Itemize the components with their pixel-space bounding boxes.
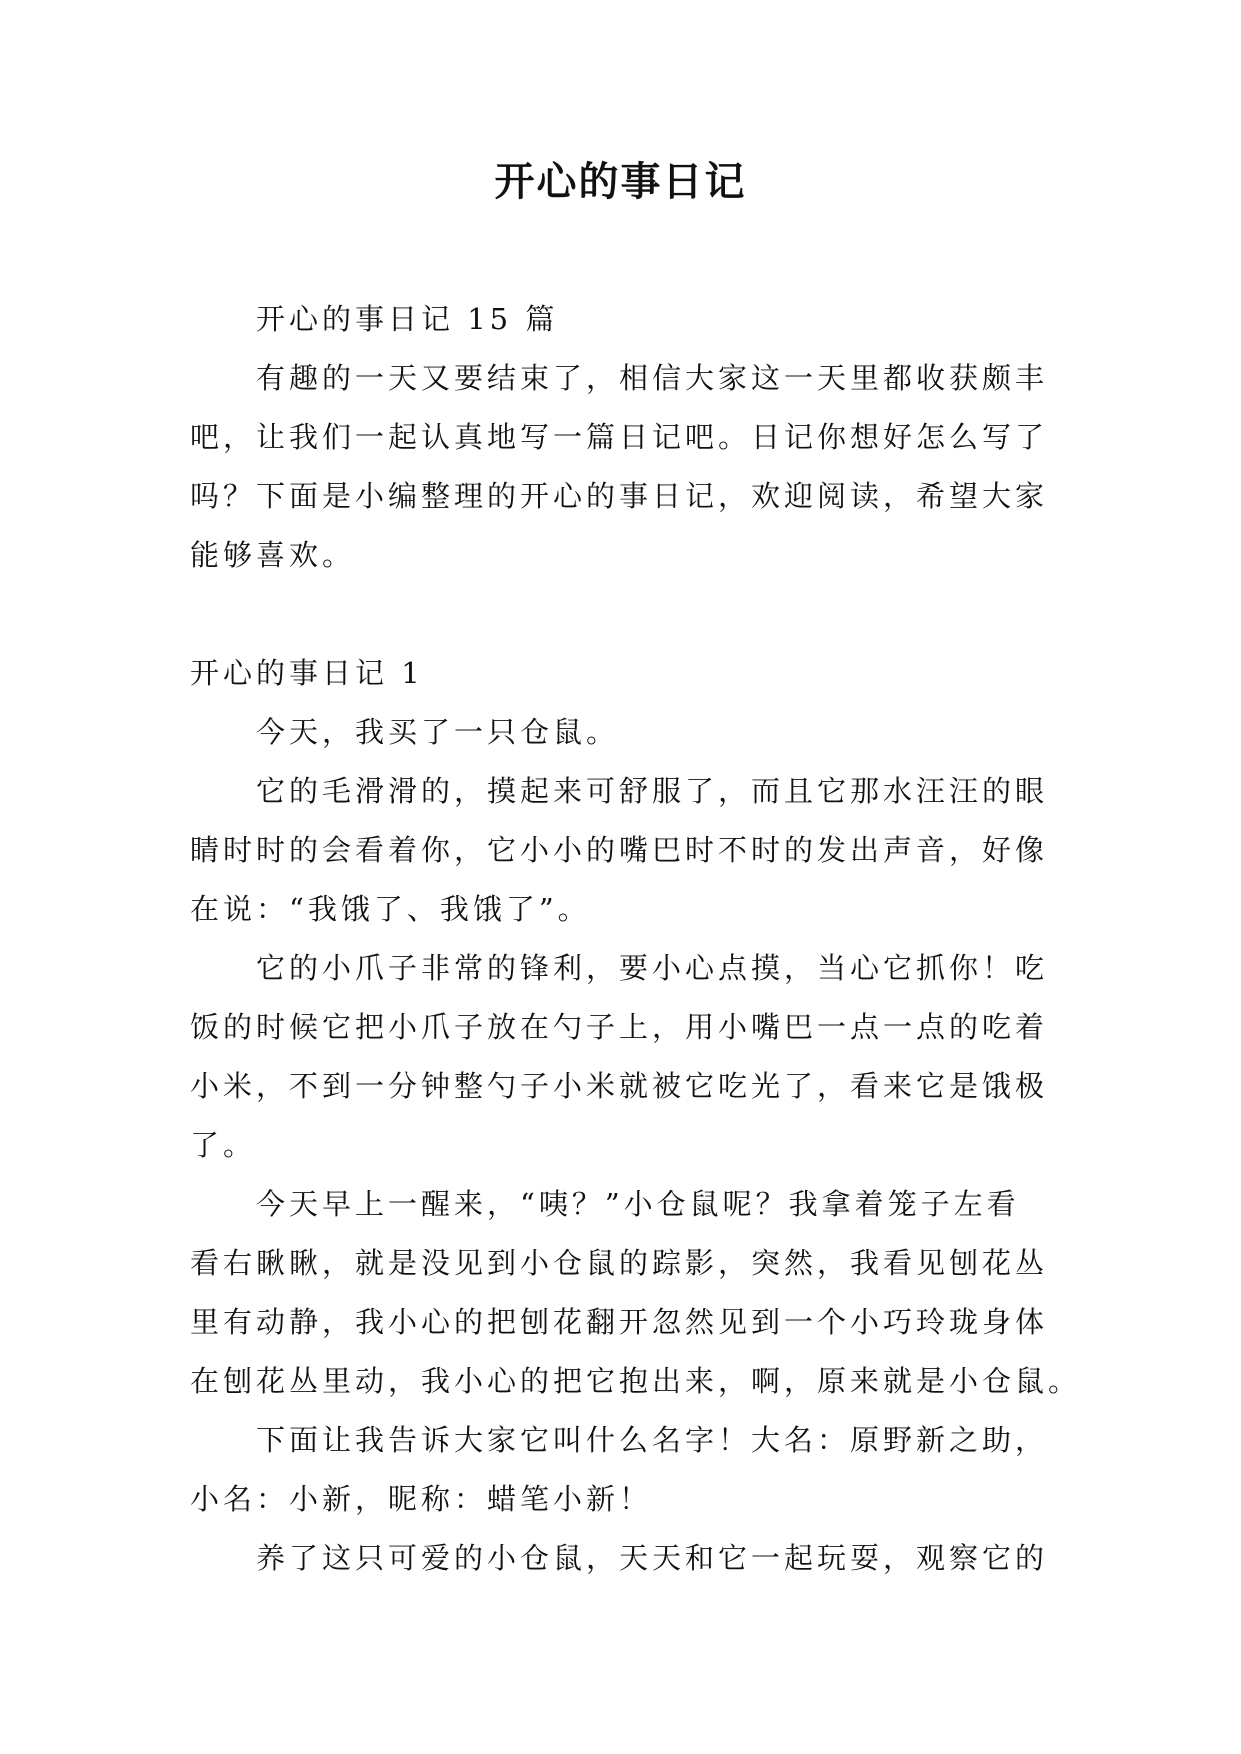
body-line: 它的小爪子非常的锋利，要小心点摸，当心它抓你！吃	[256, 951, 1049, 985]
intro-line: 有趣的一天又要结束了，相信大家这一天里都收获颇丰	[256, 361, 1049, 395]
body-line: 睛时时的会看着你，它小小的嘴巴时不时的发出声音，好像	[190, 833, 1049, 867]
body-line: 在说：“我饿了、我饿了”。	[190, 892, 591, 926]
intro-line: 吗？下面是小编整理的开心的事日记，欢迎阅读，希望大家	[190, 479, 1049, 513]
body-line: 今天早上一醒来，“咦？”小仓鼠呢？我拿着笼子左看	[256, 1187, 1020, 1221]
body-line: 里有动静，我小心的把刨花翻开忽然见到一个小巧玲珑身体	[190, 1305, 1049, 1339]
document-body	[190, 290, 1082, 1588]
document-title: 开心的事日记	[494, 159, 747, 205]
body-line: 小名：小新，昵称：蜡笔小新！	[190, 1482, 653, 1516]
body-line: 它的毛滑滑的，摸起来可舒服了，而且它那水汪汪的眼	[256, 774, 1049, 808]
body-line: 今天，我买了一只仓鼠。	[256, 715, 620, 749]
intro-line: 吧，让我们一起认真地写一篇日记吧。日记你想好怎么写了	[190, 420, 1049, 454]
body-line: 饭的时候它把小爪子放在勺子上，用小嘴巴一点一点的吃着	[190, 1010, 1049, 1044]
body-line: 看右瞅瞅，就是没见到小仓鼠的踪影，突然，我看见刨花丛	[190, 1246, 1049, 1280]
body-line: 养了这只可爱的小仓鼠，天天和它一起玩耍，观察它的	[256, 1541, 1049, 1575]
body-line: 了。	[190, 1128, 257, 1162]
paragraph-gap	[190, 585, 1050, 644]
body-line: 下面让我告诉大家它叫什么名字！大名：原野新之助，	[256, 1423, 1049, 1457]
body-line: 在刨花丛里动，我小心的把它抱出来，啊，原来就是小仓鼠。	[190, 1364, 1082, 1398]
collection-heading: 开心的事日记 15 篇	[256, 302, 559, 336]
entry-heading: 开心的事日记 1	[190, 656, 424, 690]
intro-line: 能够喜欢。	[190, 538, 356, 572]
body-line: 小米，不到一分钟整勺子小米就被它吃光了，看来它是饿极	[190, 1069, 1049, 1103]
